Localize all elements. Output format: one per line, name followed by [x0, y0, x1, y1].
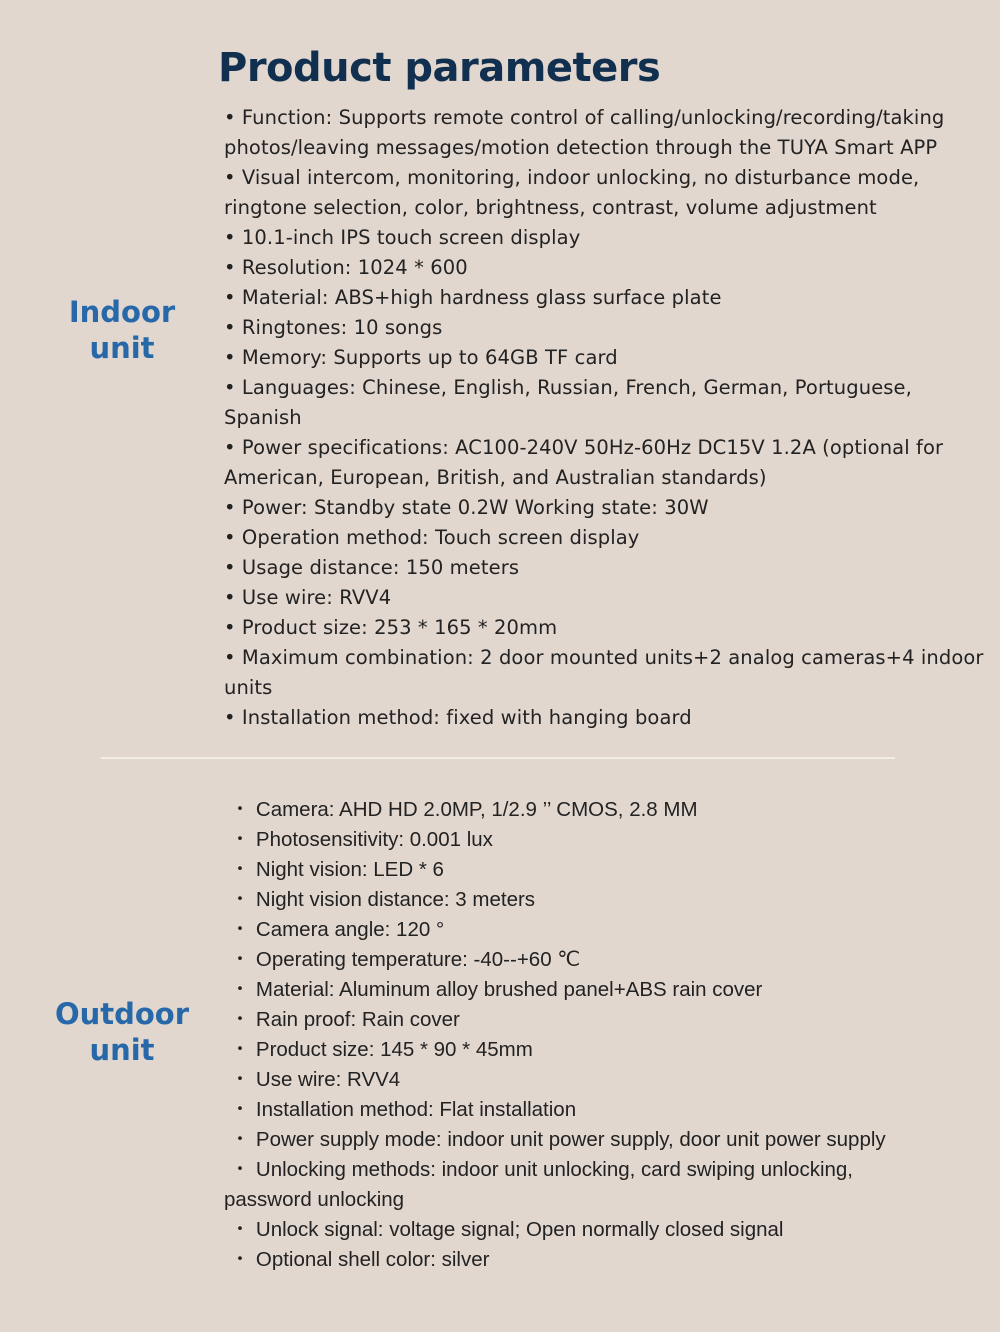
indoor-label-line2: unit — [89, 331, 155, 365]
indoor-spec-line: American, European, British, and Australian standards) — [224, 466, 767, 489]
indoor-spec-line: • Languages: Chinese, English, Russian, French, German, Portuguese, — [224, 376, 912, 399]
indoor-spec-line: • Operation method: Touch screen display — [224, 526, 640, 549]
outdoor-spec-line: ・ Night vision distance: 3 meters — [224, 888, 536, 911]
indoor-spec-line: • Power specifications: AC100-240V 50Hz-60Hz DC15V 1.2A (optional for — [224, 436, 944, 459]
indoor-spec-line: • Material: ABS+high hardness glass surface plate — [224, 286, 722, 309]
indoor-spec-line: • Function: Supports remote control of calling/unlocking/recording/taking — [224, 106, 945, 129]
outdoor-spec-line: ・ Power supply mode: indoor unit power supply, door unit power supply — [224, 1128, 886, 1151]
indoor-spec-line: • Installation method: fixed with hanging board — [224, 706, 692, 729]
page-title: Product parameters — [218, 45, 661, 91]
indoor-spec-line: Spanish — [224, 406, 302, 429]
indoor-spec-line: units — [224, 676, 273, 699]
indoor-spec-line: • Power: Standby state 0.2W Working state: 30W — [224, 496, 709, 519]
outdoor-spec-line: ・ Operating temperature: -40--+60 ℃ — [224, 948, 581, 971]
indoor-spec-line: • Memory: Supports up to 64GB TF card — [224, 346, 618, 369]
outdoor-label-line1: Outdoor — [54, 997, 190, 1031]
outdoor-spec-line: ・ Night vision: LED * 6 — [224, 858, 444, 881]
outdoor-spec-line: ・ Optional shell color: silver — [224, 1248, 490, 1271]
outdoor-spec-line: ・ Unlocking methods: indoor unit unlocking, card swiping unlocking, — [224, 1158, 854, 1181]
indoor-spec-line: • Maximum combination: 2 door mounted units+2 analog cameras+4 indoor — [224, 646, 984, 669]
indoor-spec-line: • Usage distance: 150 meters — [224, 556, 520, 579]
indoor-spec-line: • Use wire: RVV4 — [224, 586, 392, 609]
indoor-spec-list — [224, 103, 984, 733]
outdoor-spec-line: ・ Camera angle: 120 ° — [224, 918, 445, 941]
outdoor-spec-line: ・ Use wire: RVV4 — [224, 1068, 401, 1091]
outdoor-spec-list — [224, 795, 886, 1275]
indoor-spec-line: • Visual intercom, monitoring, indoor unlocking, no disturbance mode, — [224, 166, 920, 189]
outdoor-spec-line: ・ Product size: 145 * 90 * 45mm — [224, 1038, 533, 1061]
outdoor-spec-line: ・ Rain proof: Rain cover — [224, 1008, 460, 1031]
indoor-spec-line: • 10.1-inch IPS touch screen display — [224, 226, 581, 249]
outdoor-unit-label — [27, 996, 217, 1068]
indoor-spec-line: photos/leaving messages/motion detection through the TUYA Smart APP — [224, 136, 938, 159]
indoor-spec-line: • Product size: 253 * 165 * 20mm — [224, 616, 558, 639]
outdoor-spec-line: ・ Photosensitivity: 0.001 lux — [224, 828, 493, 851]
outdoor-spec-line: ・ Unlock signal: voltage signal; Open normally closed signal — [224, 1218, 784, 1241]
outdoor-spec-line: password unlocking — [224, 1188, 405, 1211]
indoor-label-line1: Indoor — [68, 295, 176, 329]
indoor-spec-line: ringtone selection, color, brightness, contrast, volume adjustment — [224, 196, 877, 219]
outdoor-spec-line: ・ Camera: AHD HD 2.0MP, 1/2.9 ’’ CMOS, 2.8 MM — [224, 798, 698, 821]
section-divider — [101, 757, 895, 759]
outdoor-label-line2: unit — [89, 1033, 155, 1067]
indoor-spec-line: • Resolution: 1024 * 600 — [224, 256, 468, 279]
indoor-unit-label — [27, 294, 217, 366]
outdoor-spec-line: ・ Material: Aluminum alloy brushed panel+ABS rain cover — [224, 978, 763, 1001]
outdoor-spec-line: ・ Installation method: Flat installation — [224, 1098, 577, 1121]
indoor-spec-line: • Ringtones: 10 songs — [224, 316, 443, 339]
